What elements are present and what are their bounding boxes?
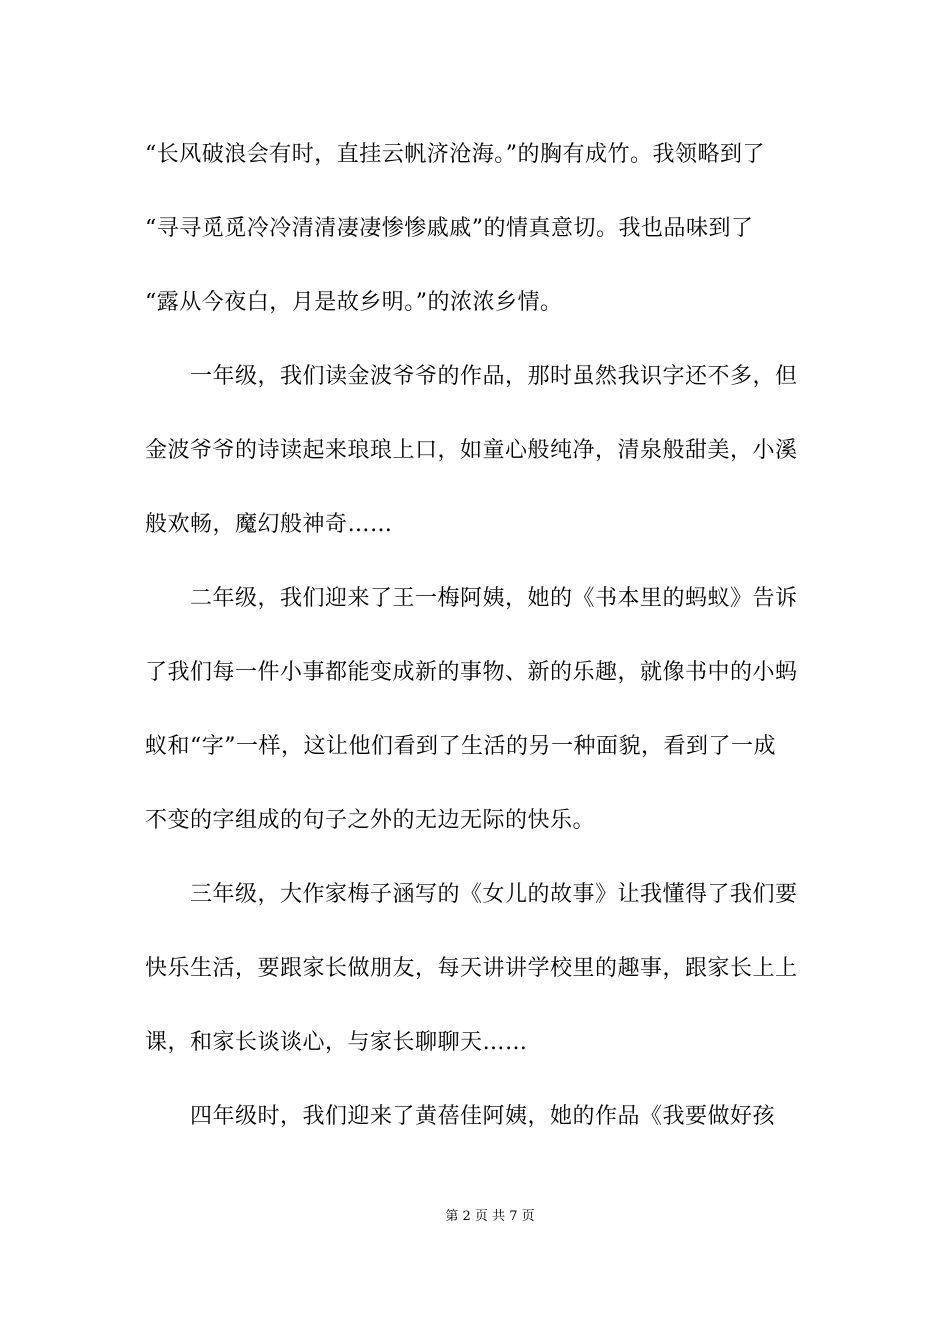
page-number-footer: 第 2 页 共 7 页: [445, 1209, 535, 1224]
paragraph-first-line: 四年级时，我们迎来了黄蓓佳阿姨，她的作品《我要做好孩: [190, 1104, 776, 1129]
text-line: “长风破浪会有时，直挂云帆济沧海。”的胸有成竹。我领略到了: [145, 142, 765, 167]
text-line: “寻寻觅觅冷冷清清凄凄惨惨戚戚”的情真意切。我也品味到了: [145, 216, 754, 241]
paragraph-first-line: 三年级，大作家梅子涵写的《女儿的故事》让我懂得了我们要: [190, 882, 798, 907]
text-line: 金波爷爷的诗读起来琅琅上口，如童心般纯净，清泉般甜美，小溪: [145, 438, 798, 463]
paragraph-first-line: 二年级，我们迎来了王一梅阿姨，她的《书本里的蚂蚁》告诉: [190, 586, 798, 611]
paragraph-first-line: 一年级，我们读金波爷爷的作品，那时虽然我识字还不多，但: [190, 364, 798, 389]
text-line: 了我们每一件小事都能变成新的事物、新的乐趣，就像书中的小蚂: [145, 660, 798, 685]
text-line: 课，和家长谈谈心，与家长聊聊天……: [145, 1030, 528, 1055]
text-line: 蚁和“字”一样，这让他们看到了生活的另一种面貌，看到了一成: [145, 734, 776, 759]
text-line: 般欢畅，魔幻般神奇……: [145, 512, 393, 537]
text-line: 快乐生活，要跟家长做朋友，每天讲讲学校里的趣事，跟家长上上: [145, 956, 798, 981]
text-line: “露从今夜白，月是故乡明。”的浓浓乡情。: [145, 290, 563, 315]
text-line: 不变的字组成的句子之外的无边无际的快乐。: [145, 808, 596, 833]
